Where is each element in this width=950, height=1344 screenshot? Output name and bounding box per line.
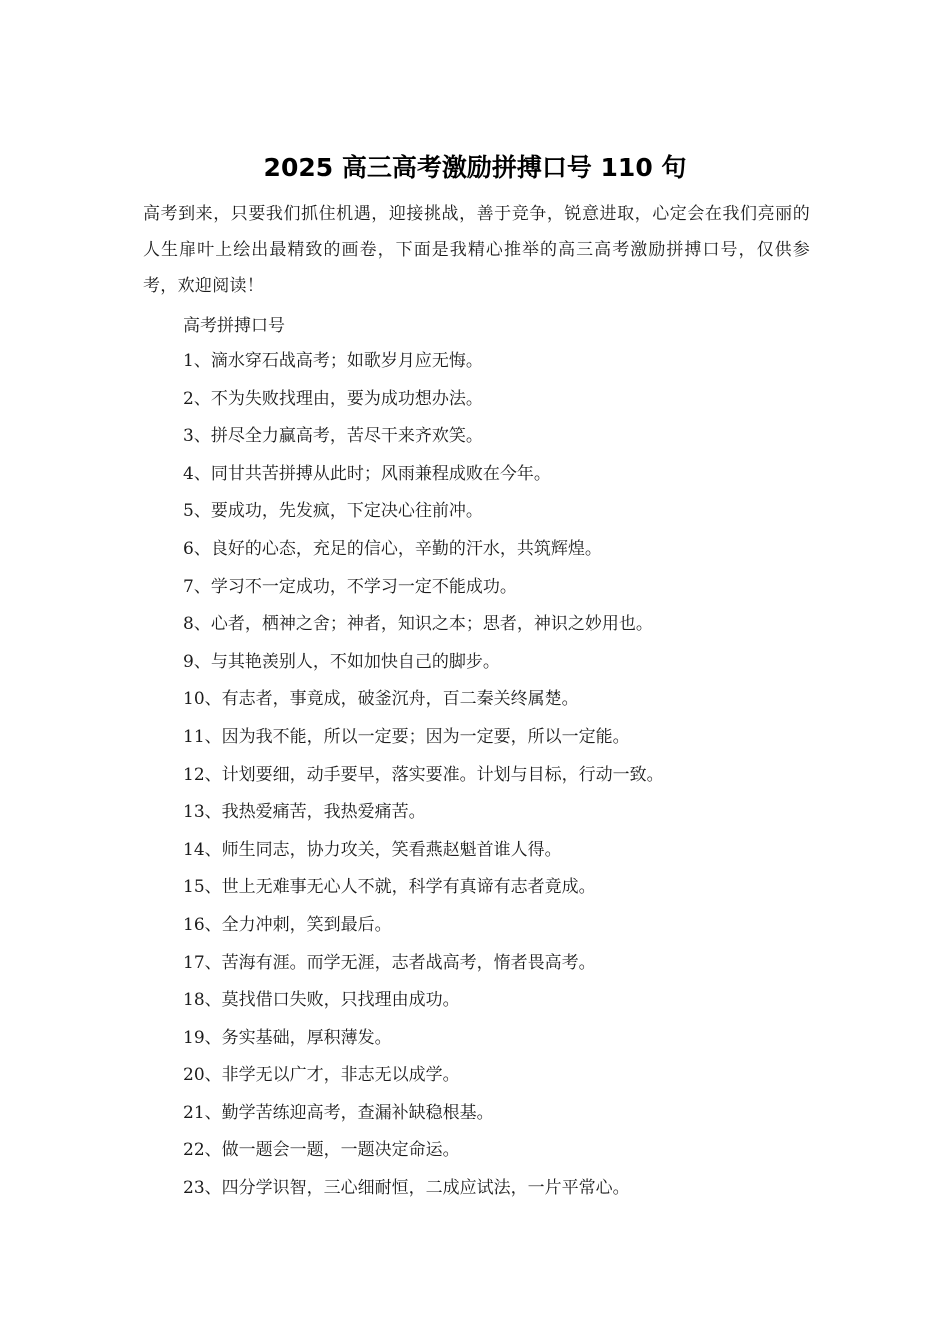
- intro-paragraph: 高考到来，只要我们抓住机遇，迎接挑战，善于竞争，锐意进取，心定会在我们亮丽的人生扉叶上绘出最精致的画卷，下面是我精心推举的高三高考激励拼搏口号，仅供参考，欢迎阅读！: [143, 204, 810, 296]
- slogan-item: 8、心者，栖神之舍；神者，知识之本；思者，神识之妙用也。: [183, 614, 653, 635]
- slogan-item: 11、因为我不能，所以一定要；因为一定要，所以一定能。: [183, 726, 630, 747]
- slogan-item: 14、师生同志，协力攻关，笑看燕赵魁首谁人得。: [183, 839, 562, 860]
- slogan-item: 17、苦海有涯。而学无涯，志者战高考，惰者畏高考。: [183, 952, 596, 973]
- slogan-item: 13、我热爱痛苦，我热爱痛苦。: [183, 802, 426, 823]
- slogan-item: 18、莫找借口失败，只找理由成功。: [183, 990, 460, 1011]
- slogan-item: 21、勤学苦练迎高考，查漏补缺稳根基。: [183, 1102, 494, 1123]
- slogan-item: 6、良好的心态，充足的信心，辛勤的汗水，共筑辉煌。: [183, 538, 602, 559]
- slogan-item: 19、务实基础，厚积薄发。: [183, 1027, 392, 1048]
- section-heading: 高考拼搏口号: [183, 316, 285, 336]
- slogan-item: 16、全力冲刺，笑到最后。: [183, 914, 392, 935]
- slogan-item: 10、有志者，事竟成，破釜沉舟，百二秦关终属楚。: [183, 689, 579, 710]
- slogan-item: 2、不为失败找理由，要为成功想办法。: [183, 388, 483, 409]
- slogan-item: 9、与其艳羡别人，不如加快自己的脚步。: [183, 651, 500, 672]
- slogan-list: [183, 343, 823, 1208]
- slogan-item: 7、学习不一定成功，不学习一定不能成功。: [183, 576, 517, 597]
- slogan-item: 22、做一题会一题，一题决定命运。: [183, 1140, 460, 1161]
- document-title: 2025 高三高考激励拼搏口号 110 句: [263, 153, 687, 182]
- slogan-item: 20、非学无以广才，非志无以成学。: [183, 1065, 460, 1086]
- slogan-item: 4、同甘共苦拼搏从此时；风雨兼程成败在今年。: [183, 463, 551, 484]
- slogan-item: 1、滴水穿石战高考；如歌岁月应无悔。: [183, 351, 483, 371]
- slogan-item: 3、拼尽全力赢高考，苦尽干来齐欢笑。: [183, 426, 483, 447]
- slogan-item: 23、四分学识智，三心细耐恒，二成应试法，一片平常心。: [183, 1178, 630, 1199]
- slogan-item: 5、要成功，先发疯，下定决心往前冲。: [183, 501, 483, 522]
- slogan-item: 15、世上无难事无心人不就，科学有真谛有志者竟成。: [183, 877, 596, 898]
- slogan-item: 12、计划要细，动手要早，落实要准。计划与目标，行动一致。: [183, 764, 664, 785]
